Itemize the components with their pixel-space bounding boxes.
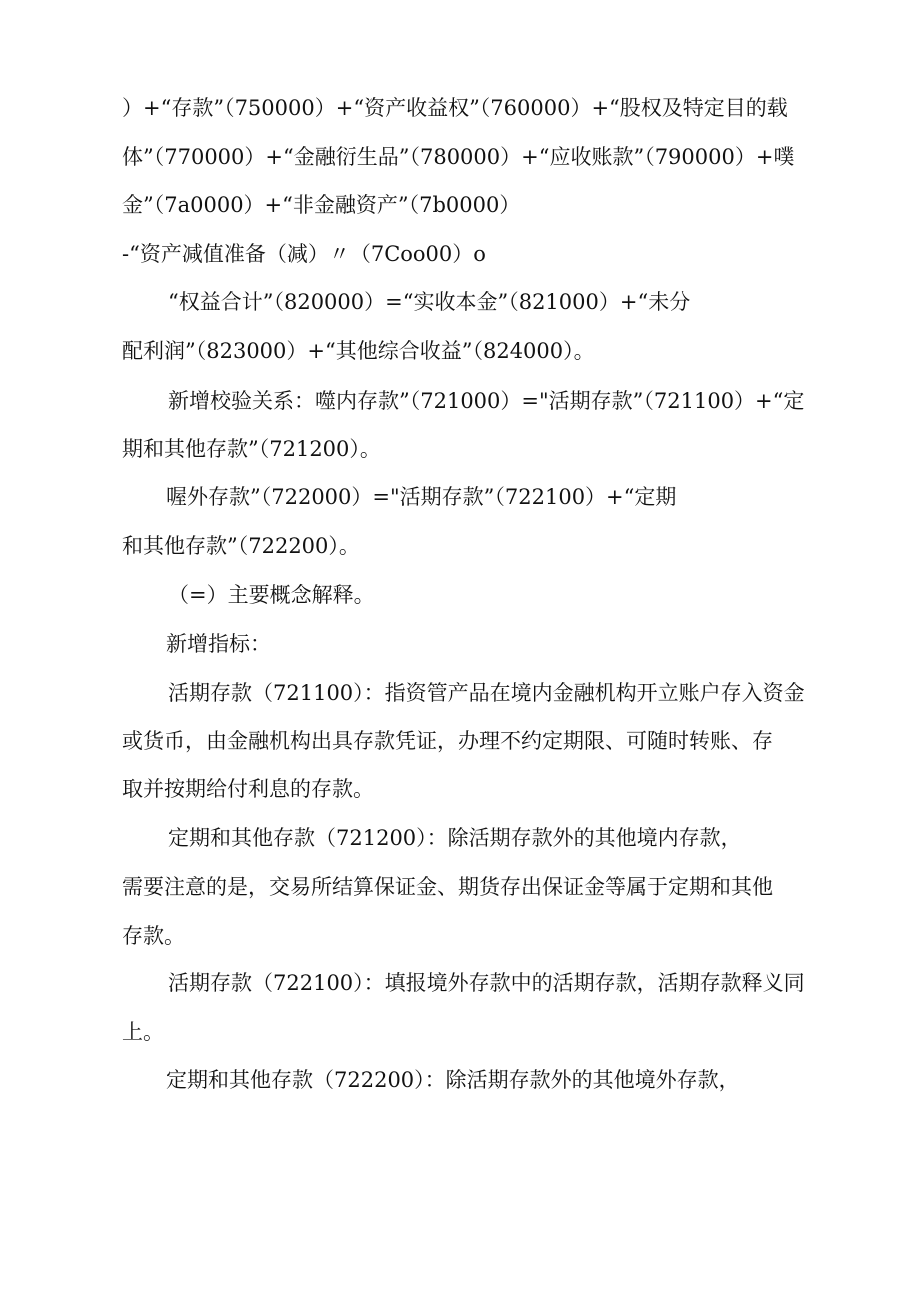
text-line: “权益合计”（820000）=“实收本金”（821000）+“未分 [168,290,691,314]
section-heading: （=）主要概念解释。 [168,583,375,607]
text-line: ）+“存款”（750000）+“资产收益权”（760000）+“股权及特定目的载 [122,96,788,120]
text-line: 定期和其他存款（722200）：除活期存款外的其他境外存款， [166,1068,740,1092]
text-line: 期和其他存款”（721200）。 [122,437,381,461]
text-line: 和其他存款”（722200）。 [122,534,360,558]
text-line: 上。 [122,1020,164,1044]
text-line: 活期存款（721100）：指资管产品在境内金融机构开立账户存入资金 [168,681,805,705]
text-line: 体”（770000）+“金融衍生品”（780000）+“应收账款”（790000）+噗 [122,145,795,169]
text-line: 金”（7a0000）+“非金融资产”（7b0000） [122,193,521,217]
text-line: 喔外存款”（722000）="活期存款”（722100）+“定期 [166,485,677,509]
text-line: 新增校验关系：噬内存款”（721000）="活期存款”（721100）+“定 [168,389,805,413]
text-line: 存款。 [122,924,185,948]
text-line: 或货币，由金融机构出具存款凭证，办理不约定期限、可随时转账、存 [122,729,773,753]
text-line: 新增指标： [166,632,271,656]
text-line: -“资产减值准备（减）〃（7Coo00）o [122,242,486,266]
text-line: 需要注意的是，交易所结算保证金、期货存出保证金等属于定期和其他 [122,875,773,899]
text-line: 定期和其他存款（721200）：除活期存款外的其他境内存款， [168,826,742,850]
text-line: 配利润”（823000）+“其他综合收益”（824000）。 [122,339,595,363]
text-line: 取并按期给付利息的存款。 [122,777,374,801]
text-line: 活期存款（722100）：填报境外存款中的活期存款，活期存款释义同 [168,971,805,995]
